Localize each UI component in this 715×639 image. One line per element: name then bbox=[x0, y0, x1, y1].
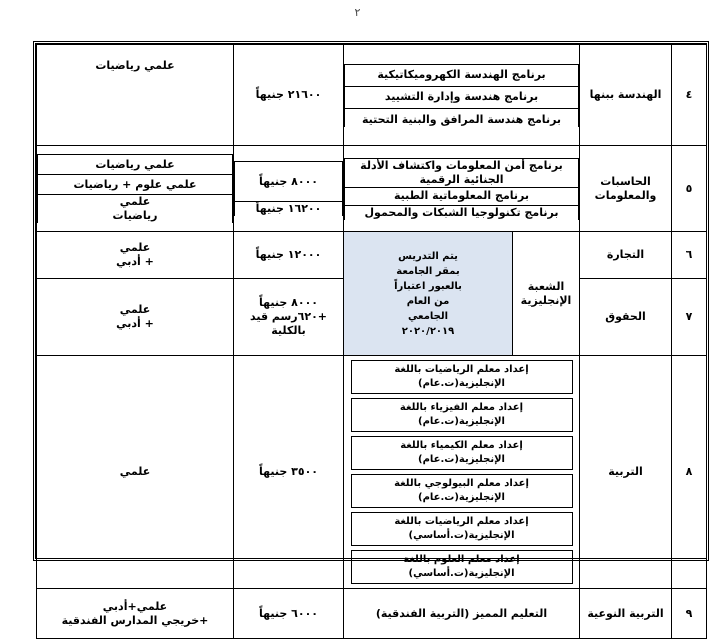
admission-track: علمي رياضيات bbox=[37, 45, 234, 146]
program-name: برنامج المعلوماتية الطبية bbox=[345, 187, 579, 205]
college-name: الحقوق bbox=[580, 279, 672, 356]
fee-list bbox=[234, 161, 343, 216]
row-number: ٧ bbox=[672, 279, 707, 356]
fee-value: ٦٠٠٠ جنيهاً bbox=[234, 589, 344, 639]
admission-track-cell bbox=[38, 195, 233, 224]
programs-list bbox=[344, 158, 579, 220]
program-name: إعداد معلم العلوم باللغة الإنجليزية(ت.أساسي) bbox=[351, 550, 573, 584]
program-name: التعليم المميز (التربية الفندقية) bbox=[344, 589, 580, 639]
program-name: برنامج الهندسة الكهروميكاتيكية bbox=[345, 64, 579, 86]
admission-track-cell bbox=[37, 589, 234, 639]
note-line: ٢٠٢٠/٢٠١٩ bbox=[401, 325, 455, 337]
table-row bbox=[37, 232, 707, 279]
admission-track: علمي علوم + رياضيات bbox=[38, 175, 233, 195]
admission-track: علمي bbox=[37, 356, 234, 589]
program-name: إعداد معلم الرياضيات باللغة الإنجليزية(ت.أساسي) bbox=[351, 512, 573, 546]
english-section: الشعبة الإنجليزية bbox=[513, 232, 580, 356]
table-row bbox=[37, 356, 707, 589]
note-line: بالعبور اعتباراً bbox=[394, 280, 462, 292]
programs-list bbox=[344, 64, 579, 127]
college-name: الهندسة ببنها bbox=[580, 45, 672, 146]
note-line: من العام bbox=[406, 295, 450, 307]
admission-track: + أدبي bbox=[116, 317, 154, 330]
note-line: يتم التدريس bbox=[398, 250, 458, 262]
admission-track: علمي+أدبي bbox=[102, 599, 168, 613]
admission-track: رياضيات bbox=[112, 209, 158, 222]
admission-track: + أدبي bbox=[116, 255, 154, 268]
admission-track: علمي bbox=[119, 303, 151, 316]
note-line: بمقر الجامعة bbox=[396, 265, 460, 277]
table-row bbox=[37, 45, 707, 146]
row-number: ٤ bbox=[672, 45, 707, 146]
fee-value: ١٦٢٠٠ جنيهاً bbox=[235, 202, 343, 217]
note-line: الجامعي bbox=[407, 310, 449, 322]
table-row bbox=[37, 146, 707, 232]
admission-track-cell bbox=[37, 279, 234, 356]
page-number: ٢ bbox=[354, 6, 361, 19]
row-number: ٥ bbox=[672, 146, 707, 232]
fee-value: ٨٠٠٠ جنيهاً +٦٢٠رسم قيد bbox=[249, 296, 328, 323]
row-number: ٦ bbox=[672, 232, 707, 279]
admission-track: +خريجي المدارس الفندقية bbox=[61, 613, 209, 627]
college-name: الحاسبات والمعلومات bbox=[580, 146, 672, 232]
program-name: إعداد معلم البيولوجي باللغة الإنجليزية(ت.عام) bbox=[351, 474, 573, 508]
admission-track: علمي رياضيات bbox=[38, 155, 233, 175]
program-name: برنامج تكنولوجيا الشبكات والمحمول bbox=[345, 205, 579, 220]
admission-track: علمي bbox=[119, 241, 151, 254]
program-name: برنامج أمن المعلومات واكتشاف الأدلة الجنائية الرقمية bbox=[345, 158, 579, 187]
college-name: التربية bbox=[580, 356, 672, 589]
fee-note: بالكلية bbox=[271, 324, 306, 337]
college-name: التربية النوعية bbox=[580, 589, 672, 639]
table-row bbox=[37, 589, 707, 639]
program-name: إعداد معلم الرياضيات باللغة الإنجليزية(ت.عام) bbox=[351, 360, 573, 394]
fee-value: ٣٥٠٠ جنيهاً bbox=[234, 356, 344, 589]
program-name: برنامج هندسة المرافق والبنية التحتية bbox=[345, 108, 579, 127]
row-number: ٨ bbox=[672, 356, 707, 589]
admission-track: علمي bbox=[119, 195, 151, 208]
fee-value: ٢١٦٠٠ جنيهاً bbox=[234, 45, 344, 146]
fee-value: ١٢٠٠٠ جنيهاً bbox=[234, 232, 344, 279]
program-name: إعداد معلم الفيزياء باللغة الإنجليزية(ت.عام) bbox=[351, 398, 573, 432]
programs-table bbox=[36, 44, 707, 639]
row-number: ٩ bbox=[672, 589, 707, 639]
fee-value-cell bbox=[234, 279, 344, 356]
program-name: إعداد معلم الكيمياء باللغة الإنجليزية(ت.عام) bbox=[351, 436, 573, 470]
track-list bbox=[37, 154, 233, 223]
admission-track-cell bbox=[37, 232, 234, 279]
teaching-location-note bbox=[344, 232, 513, 356]
program-name: برنامج هندسة وإدارة التشييد bbox=[345, 86, 579, 108]
fee-value: ٨٠٠٠ جنيهاً bbox=[235, 162, 343, 202]
college-name: التجارة bbox=[580, 232, 672, 279]
